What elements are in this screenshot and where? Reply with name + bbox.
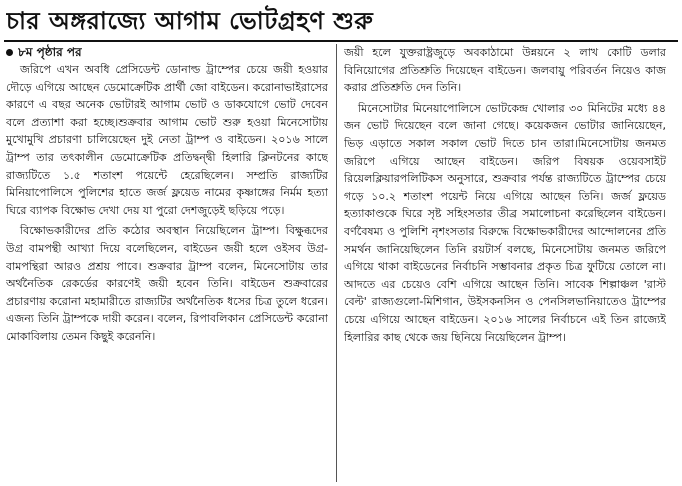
bullet-icon (6, 49, 13, 56)
column-divider (336, 44, 337, 482)
headline-rule (4, 40, 678, 42)
right-paragraph: জয়ী হলে যুক্তরাষ্ট্রজুড়ে অবকাঠামো উন্নয়নে ২ লাখ কোটি ডলার বিনিয়োগের প্রতিশ্রুতি দিয়েছেন বাইডেন। জলবায়ু পরিবর্তন নিয়েও কাজ করার প্রতিশ্রুতি দেন তিনি। (344, 46, 666, 95)
left-paragraph: জরিপে এখন অবধি প্রেসিডেন্ট ডোনাল্ড ট্রাম্পের চেয়ে জয়ী হওয়ার দৌড়ে এগিয়ে আছেন ডেমোক্রেটিক প্রার্থী জো বাইডেন। করোনাভাইরাসের কারণে এ বছর অনেক ভোটারই আগাম ভোট ও ডাকযোগে ভোট দেবেন বলে প্রত্যাশা করা হচ্ছে।শুক্রবার আগাম ভোট শুরু হওয়া মিনেসোটায় মুখোমুখি প্রচারণা চালিয়েছেন দুই নেতা ট্রাম্প ও বাইডেন। ২০১৬ সালে ট্রাম্প তার তৎকালীন ডেমোক্রেটিক প্রতিদ্বন্দ্বী হিলারি ক্লিনটনের কাছে রাজ্যটিতে ১.৫ শতাংশ পয়েন্টে হেরেছিলেন। সম্প্রতি রাজ্যটির মিনিয়াপোলিসে পুলিশের হাতে জর্জ ফ্লয়েড নামের কৃষ্ণাঙ্গের নির্মম হত্যা ঘিরে ব্যাপক বিক্ষোভ দেখা দেয় যা পুরো দেশজুড়েই ছড়িয়ে পড়ে। (6, 63, 328, 217)
right-paragraph: মিনেসোটার মিনেয়াপোলিসে ভোটকেন্দ্র খোলার ৩০ মিনিটের মধ্যে ৪৪ জন ভোট দিয়েছেন বলে জানা গেছে। কয়েকজন ভোটার জানিয়েছেন, ভিড় এড়াতে সকাল সকাল ভোট দিতে চান তারা।মিনেসোটায় জনমত জরিপে এগিয়ে আছেন বাইডেন। জরিপ বিষয়ক ওয়েবসাইট রিয়েলক্লিয়ারপলিটিকস অনুসারে, শুক্রবার পর্যন্ত রাজ্যটিতে ট্রাম্পের চেয়ে গড়ে ১০.২ শতাংশ পয়েন্ট নিয়ে এগিয়ে আছেন তিনি। জর্জ ফ্লয়েড হত্যাকাণ্ডকে ঘিরে সৃষ্ট সহিংসতার তীব্র সমালোচনা করেছিলেন বাইডেন। বর্ণবৈষম্য ও পুলিশি নৃশংসতার বিরুদ্ধে বিক্ষোভকারীদের আন্দোলনের প্রতি সমর্থন জানিয়েছিলেন তিনি রয়টার্স বলছে, মিনেসোটায় জনমত জরিপে এগিয়ে থাকা বাইডেনের নির্বাচনি সম্ভাবনার প্রকৃত চিত্র ফুটিয়ে তোলে না। আদতে এর চেয়েও বেশি এগিয়ে আছেন তিনি। সাবেক শিল্পাঞ্চল 'রাস্ট বেল্ট' রাজ্যগুলো-মিশিগান, উইসকনসিন ও পেনসিলভানিয়াতেও ট্রাম্পের চেয়ে এগিয়ে আছেন বাইডেন। ২০১৬ সালের নির্বাচনে এই তিন রাজ্যেই হিলারির কাছ থেকে জয় ছিনিয়ে নিয়েছিলেন ট্রাম্প। (344, 101, 666, 344)
right-column (344, 44, 666, 482)
headline: চার অঙ্গরাজ্যে আগাম ভোটগ্রহণ শুরু (6, 7, 374, 35)
left-column (6, 44, 328, 482)
continued-from-text: ৮ম পৃষ্ঠার পর (18, 45, 82, 59)
continued-from-label (6, 44, 328, 60)
left-paragraph: বিক্ষোভকারীদের প্রতি কঠোর অবস্থান নিয়েছিলেন ট্রাম্প। বিক্ষুব্ধদের উগ্র বামপন্থী আখ্যা দিয়ে বলেছিলেন, বাইডেন জয়ী হলে ওইসব উগ্র-বামপন্থিরা আরও প্রশ্রয় পাবে। শুক্রবার ট্রাম্প বলেন, মিনেসোটায় তার অর্থনৈতিক রেকর্ডের কারণেই জয়ী হবেন তিনি। বাইডেন শুক্রবারের প্রচারণায় করোনা মহামারীতে রাজ্যটির অর্থনৈতিক ধসের চিত্র তুলে ধরেন। এজন্য তিনি ট্রাম্পকে দায়ী করেন। বলেন, রিপাবলিকান প্রেসিডেন্ট করোনা মোকাবিলায় তেমন কিছুই করেননি। (6, 224, 328, 343)
